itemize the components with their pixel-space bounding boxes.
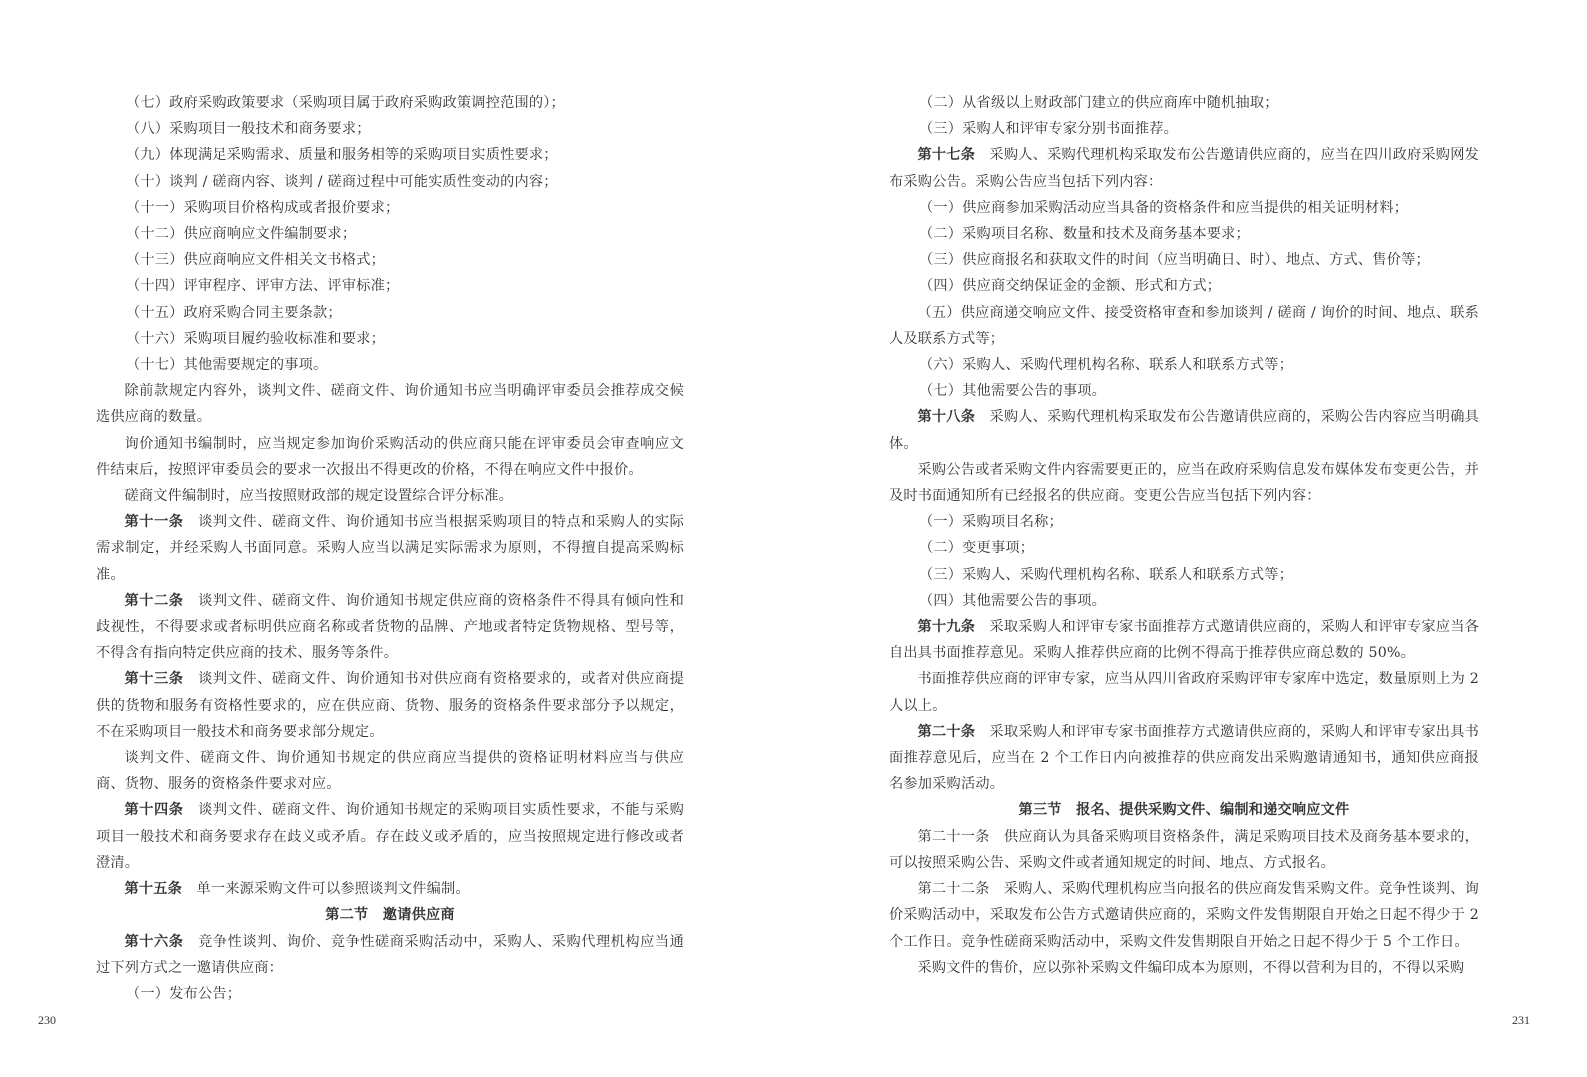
- list-item: （九）体现满足采购需求、质量和服务相等的采购项目实质性要求；: [126, 147, 558, 164]
- body-paragraph: 询价通知书编制时，应当规定参加询价采购活动的供应商只能在评审委员会审查响应文件结束后，按照评审委员会的要求一次报出不得更改的价格，不得在响应文件中报价。: [96, 435, 684, 478]
- article-number: 第十八条: [917, 409, 976, 426]
- list-item: （十三）供应商响应文件相关文书格式；: [126, 252, 385, 269]
- article-paragraph: [96, 588, 684, 667]
- list-item: （十六）采购项目履约验收标准和要求；: [126, 330, 385, 347]
- article-text: 采取采购人和评审专家书面推荐方式邀请供应商的，采购人和评审专家出具书面推荐意见后，应当在 2 个工作日内向被推荐的供应商发出采购邀请通知书，通知供应商报名参加采购活动。: [889, 723, 1479, 793]
- article-paragraph: [889, 142, 1479, 194]
- article-paragraph: [96, 666, 684, 745]
- list-item: （三）供应商报名和获取文件的时间（应当明确日、时）、地点、方式、售价等；: [919, 252, 1430, 269]
- list-item: （四）供应商交纳保证金的金额、形式和方式；: [919, 278, 1222, 295]
- article-number: 第二十条: [917, 723, 976, 740]
- body-paragraph: 书面推荐供应商的评审专家，应当从四川省政府采购评审专家库中选定，数量原则上为 2 人以上。: [889, 671, 1479, 714]
- list-item: （十五）政府采购合同主要条款；: [126, 304, 342, 321]
- page-number-left: 230: [38, 1013, 56, 1027]
- article-number: 第十九条: [917, 619, 976, 636]
- article-text: 采购人、采购代理机构采取发布公告邀请供应商的，应当在四川政府采购网发布采购公告。采购公告应当包括下列内容：: [889, 147, 1479, 190]
- list-item: （二）变更事项；: [919, 540, 1035, 557]
- article-text: 谈判文件、磋商文件、询价通知书规定供应商的资格条件不得具有倾向性和歧视性，不得要求或者标明供应商名称或者货物的品牌、产地或者特定货物规格、型号等，不得含有指向特定供应商的技术、服务等条件。: [96, 592, 684, 662]
- list-item: （四）其他需要公告的事项。: [919, 592, 1107, 609]
- list-item: （二）从省级以上财政部门建立的供应商库中随机抽取；: [919, 95, 1279, 111]
- body-paragraph: 谈判文件、磋商文件、询价通知书规定的供应商应当提供的资格证明材料应当与供应商、货物、服务的资格条件要求对应。: [96, 750, 684, 793]
- article-text: 谈判文件、磋商文件、询价通知书规定的采购项目实质性要求，不能与采购项目一般技术和商务要求存在歧义或矛盾。存在歧义或矛盾的，应当按照规定进行修改或者澄清。: [96, 802, 684, 871]
- list-item: （一）发布公告；: [126, 985, 242, 1002]
- article-paragraph: [96, 929, 684, 981]
- body-paragraph: 采购文件的售价，应以弥补采购文件编印成本为原则，不得以营利为目的，不得以采购: [917, 959, 1465, 976]
- list-item: （三）采购人、采购代理机构名称、联系人和联系方式等；: [919, 566, 1294, 583]
- article-number: 第十六条: [124, 933, 184, 950]
- list-item: （七）其他需要公告的事项。: [919, 383, 1107, 400]
- article-paragraph: [889, 614, 1479, 666]
- page-number-right: 231: [1512, 1013, 1530, 1027]
- right-page: [794, 0, 1587, 1077]
- list-item: （八）采购项目一般技术和商务要求；: [126, 121, 371, 138]
- list-item: （一）供应商参加采购活动应当具备的资格条件和应当提供的相关证明材料；: [919, 199, 1409, 216]
- article-number: 第十二条: [124, 592, 184, 609]
- body-paragraph: 第二十二条 采购人、采购代理机构应当向报名的供应商发售采购文件。竞争性谈判、询价采购活动中，采取发布公告方式邀请供应商的，采购文件发售期限自开始之日起不得少于 2 个工作日。竞争性磋商采购活动中，采购文件发售期限自开始之日起不得少于 5 个工作日。: [889, 881, 1479, 950]
- list-item: （十七）其他需要规定的事项。: [126, 357, 328, 374]
- body-paragraph: 除前款规定内容外，谈判文件、磋商文件、询价通知书应当明确评审委员会推荐成交候选供应商的数量。: [96, 383, 684, 426]
- list-item: （七）政府采购政策要求（采购项目属于政府采购政策调控范围的）；: [126, 95, 565, 111]
- list-item: （六）采购人、采购代理机构名称、联系人和联系方式等；: [919, 357, 1294, 374]
- article-paragraph: [96, 797, 684, 876]
- article-number: 第十五条: [124, 881, 183, 898]
- body-paragraph: （五）供应商递交响应文件、接受资格审查和参加谈判 / 磋商 / 询价的时间、地点、联系人及联系方式等；: [889, 304, 1479, 347]
- article-text: 采购人、采购代理机构采取发布公告邀请供应商的，采购公告内容应当明确具体。: [889, 409, 1479, 452]
- article-text: 单一来源采购文件可以参照谈判文件编制。: [196, 881, 470, 898]
- body-paragraph: 第二十一条 供应商认为具备采购项目资格条件，满足采购项目技术及商务基本要求的，可以按照采购公告、采购文件或者通知规定的时间、地点、方式报名。: [889, 828, 1479, 871]
- list-item: （十）谈判 / 磋商内容、谈判 / 磋商过程中可能实质性变动的内容；: [126, 173, 558, 190]
- section-heading: 第二节 邀请供应商: [325, 907, 455, 924]
- article-paragraph: [889, 719, 1479, 798]
- article-text: 谈判文件、磋商文件、询价通知书应当根据采购项目的特点和采购人的实际需求制定，并经采购人书面同意。采购人应当以满足实际需求为原则，不得擅自提高采购标准。: [96, 514, 684, 583]
- article-number: 第十一条: [124, 514, 184, 531]
- list-item: （十二）供应商响应文件编制要求；: [126, 226, 357, 243]
- article-text: 采取采购人和评审专家书面推荐方式邀请供应商的，采购人和评审专家应当各自出具书面推荐意见。采购人推荐供应商的比例不得高于推荐供应商总数的 50%。: [889, 619, 1479, 662]
- list-item: （二）采购项目名称、数量和技术及商务基本要求；: [919, 226, 1250, 243]
- section-heading: 第三节 报名、提供采购文件、编制和递交响应文件: [1018, 802, 1350, 819]
- left-page-text: [96, 90, 684, 1007]
- list-item: （一）采购项目名称；: [919, 514, 1063, 531]
- left-page: [0, 0, 793, 1077]
- article-paragraph: [96, 876, 684, 902]
- body-paragraph: 磋商文件编制时，应当按照财政部的规定设置综合评分标准。: [124, 488, 513, 505]
- article-paragraph: [889, 404, 1479, 456]
- list-item: （三）采购人和评审专家分别书面推荐。: [919, 121, 1178, 138]
- body-paragraph: 采购公告或者采购文件内容需要更正的，应当在政府采购信息发布媒体发布变更公告，并及时书面通知所有已经报名的供应商。变更公告应当包括下列内容：: [889, 461, 1479, 505]
- article-number: 第十四条: [124, 802, 184, 819]
- article-paragraph: [96, 509, 684, 588]
- article-number: 第十三条: [124, 671, 184, 688]
- right-page-text: [889, 90, 1479, 981]
- list-item: （十一）采购项目价格构成或者报价要求；: [126, 199, 400, 216]
- article-text: 谈判文件、磋商文件、询价通知书对供应商有资格要求的，或者对供应商提供的货物和服务有资格性要求的，应在供应商、货物、服务的资格条件要求部分予以规定，不在采购项目一般技术和商务要求部分规定。: [96, 671, 684, 740]
- article-text: 竞争性谈判、询价、竞争性磋商采购活动中，采购人、采购代理机构应当通过下列方式之一邀请供应商：: [96, 933, 684, 976]
- article-number: 第十七条: [917, 147, 976, 164]
- list-item: （十四）评审程序、评审方法、评审标准；: [126, 278, 400, 295]
